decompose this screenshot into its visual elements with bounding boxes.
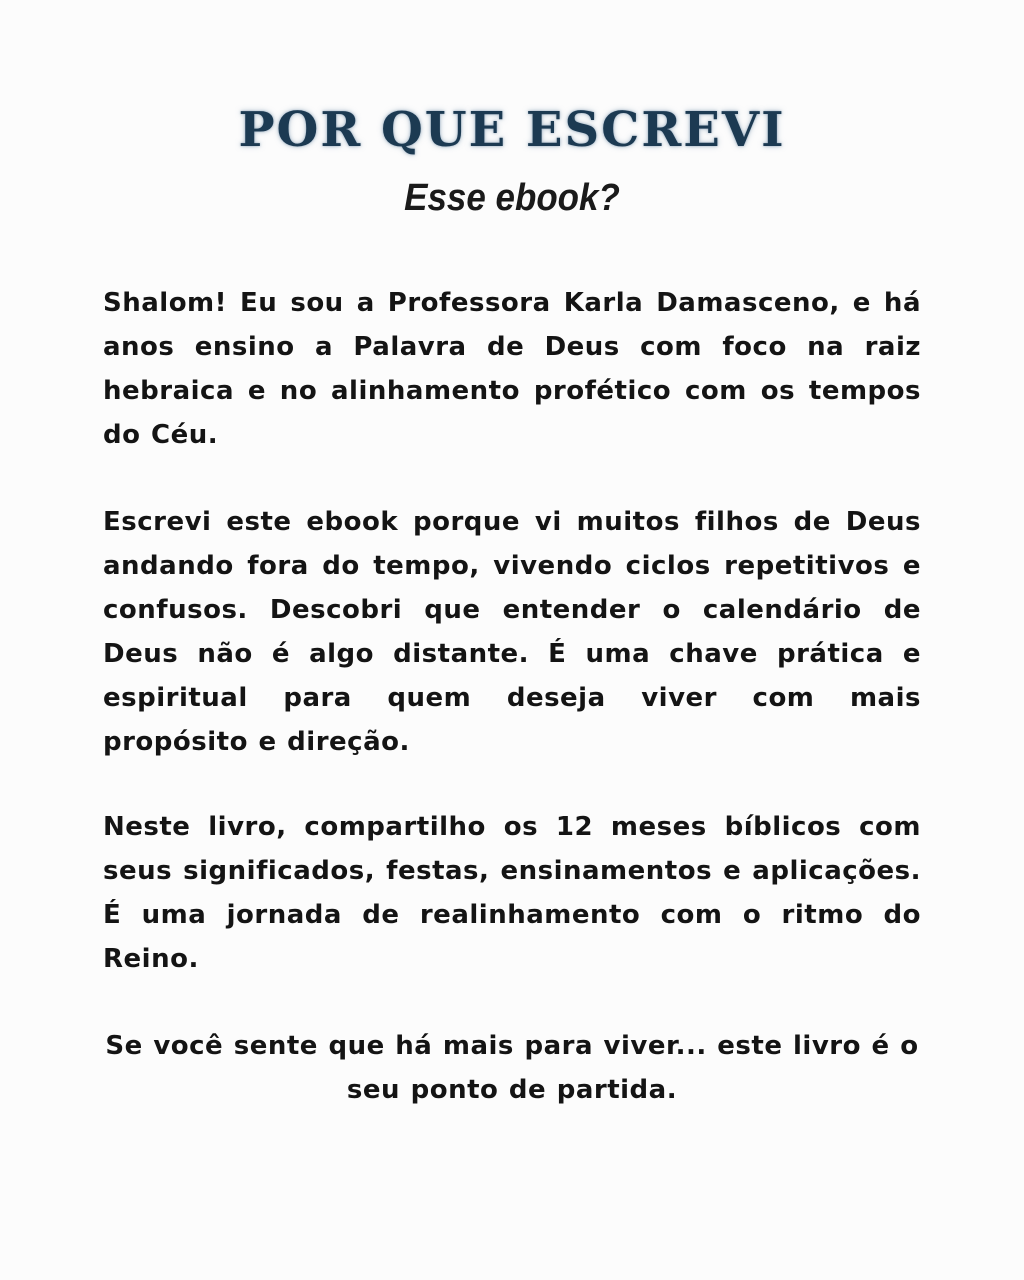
page-title: POR QUE ESCREVI bbox=[238, 102, 786, 158]
page-subtitle: Esse ebook? bbox=[404, 177, 620, 219]
reason-paragraph: Escrevi este ebook porque vi muitos filhos de Deus andando fora do tempo, vivendo ciclos repetitivos e confusos. Descobri que entender o calendário de Deus não é algo distante. É uma chave prática e espiritual para quem deseja viver com mais propósito e direção. bbox=[103, 507, 921, 757]
closing-paragraph: Se você sente que há mais para viver... este livro é o seu ponto de partida. bbox=[105, 1031, 919, 1105]
intro-paragraph: Shalom! Eu sou a Professora Karla Damasceno, e há anos ensino a Palavra de Deus com foco na raiz hebraica e no alinhamento profético com os tempos do Céu. bbox=[103, 288, 921, 450]
content-paragraph: Neste livro, compartilho os 12 meses bíblicos com seus significados, festas, ensinamentos e aplicações. É uma jornada de realinhamento com o ritmo do Reino. bbox=[103, 812, 921, 974]
